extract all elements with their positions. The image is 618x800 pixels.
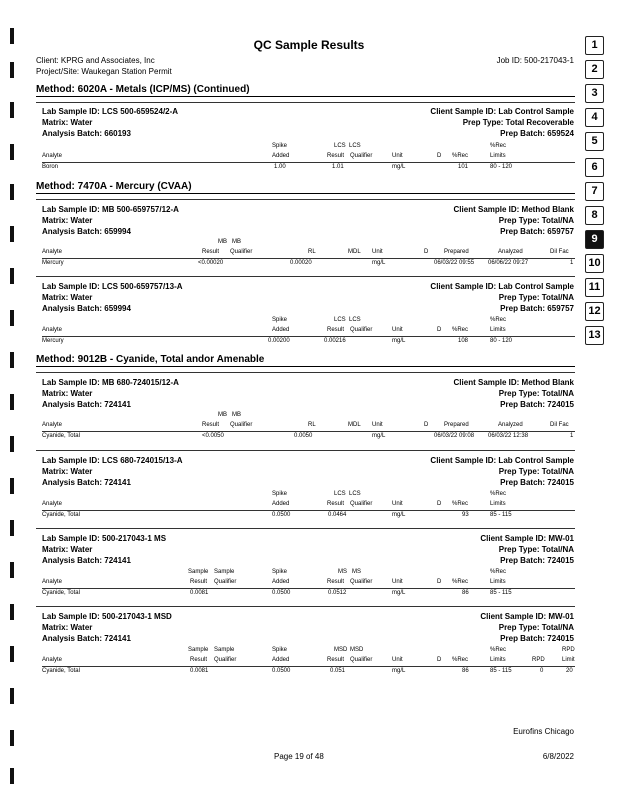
col-head: Added: [272, 579, 290, 585]
col-head: Analyzed: [498, 249, 523, 255]
col-head: Analyte: [42, 422, 63, 428]
col-head: %Rec: [452, 327, 469, 333]
value: 85 - 115: [490, 590, 512, 596]
qc-block-lcs-boron: [36, 102, 575, 175]
lab-sample-id: Lab Sample ID: MB 500-659757/12-A: [42, 205, 179, 214]
col-head: Analyzed: [498, 422, 523, 428]
client-sample-id: Client Sample ID: Lab Control Sample: [430, 107, 574, 116]
tab-11[interactable]: 11: [585, 278, 604, 297]
col-head: Dil Fac: [550, 422, 569, 428]
prep-batch: Prep Batch: 724015: [500, 400, 574, 409]
col-head: %Rec: [452, 153, 469, 159]
tab-12[interactable]: 12: [585, 302, 604, 321]
prep-batch: Prep Batch: 659524: [500, 129, 574, 138]
value: 0.0050: [294, 433, 313, 439]
matrix: Matrix: Water: [42, 216, 93, 225]
analysis-batch: Analysis Batch: 659994: [42, 304, 131, 313]
col-head: LCS: [334, 317, 346, 323]
tab-13[interactable]: 13: [585, 326, 604, 345]
qc-block-ms-cyanide: [36, 528, 575, 601]
col-head: MSD: [350, 647, 364, 653]
prep-type: Prep Type: Total/NA: [498, 216, 574, 225]
value: 0.00020: [290, 260, 312, 266]
analyte: Cyanide, Total: [42, 512, 80, 518]
qc-block-lcs-mercury: [36, 276, 575, 349]
client-sample-id: Client Sample ID: Lab Control Sample: [430, 456, 574, 465]
col-head: %Rec: [490, 143, 507, 149]
tab-2[interactable]: 2: [585, 60, 604, 79]
lab-sample-id: Lab Sample ID: 500-217043-1 MSD: [42, 612, 172, 621]
col-head: MS: [338, 569, 347, 575]
matrix: Matrix: Water: [42, 467, 93, 476]
col-head: D: [437, 153, 442, 159]
value: 108: [458, 338, 469, 344]
col-head: Added: [272, 327, 290, 333]
table-row: [42, 510, 575, 518]
col-head: Result: [327, 657, 345, 663]
col-head: Unit: [392, 501, 403, 507]
col-head: D: [437, 657, 442, 663]
col-head: Analyte: [42, 153, 63, 159]
job-id: Job ID: 500-217043-1: [496, 56, 574, 65]
report-date: 6/8/2022: [542, 752, 574, 761]
col-head: Limits: [490, 657, 506, 663]
col-head: %Rec: [452, 501, 469, 507]
col-head: %Rec: [452, 579, 469, 585]
col-head: Sample: [188, 647, 209, 653]
analysis-batch: Analysis Batch: 659994: [42, 227, 131, 236]
value: <0.00020: [198, 260, 224, 266]
client-sample-id: Client Sample ID: MW-01: [480, 612, 574, 621]
col-head: Result: [327, 327, 345, 333]
value: 06/03/22 12:38: [488, 433, 529, 439]
client-name: Client: KPRG and Associates, Inc: [36, 56, 155, 65]
prep-type: Prep Type: Total/NA: [498, 389, 574, 398]
lab-sample-id: Lab Sample ID: MB 680-724015/12-A: [42, 378, 179, 387]
col-head: Qualifier: [230, 249, 253, 255]
col-head: MB: [218, 412, 227, 418]
col-head: Limits: [490, 501, 506, 507]
analysis-batch: Analysis Batch: 724141: [42, 634, 131, 643]
tab-8[interactable]: 8: [585, 206, 604, 225]
col-head: D: [437, 579, 442, 585]
value: 0.0500: [272, 668, 291, 674]
col-head: MB: [232, 239, 241, 245]
col-head: Result: [202, 249, 220, 255]
tab-7[interactable]: 7: [585, 182, 604, 201]
col-head: %Rec: [452, 657, 469, 663]
col-head: RPD: [562, 647, 575, 653]
client-sample-id: Client Sample ID: MW-01: [480, 534, 574, 543]
col-head: %Rec: [490, 491, 507, 497]
col-head: MDL: [348, 249, 361, 255]
analyte: Cyanide, Total: [42, 590, 80, 596]
value: 06/06/22 09:27: [488, 260, 529, 266]
col-head: LCS: [334, 143, 346, 149]
lab-name: Eurofins Chicago: [513, 727, 574, 736]
method-heading: Method: 9012B - Cyanide, Total andor Amenable: [36, 354, 575, 367]
col-head: D: [424, 422, 429, 428]
col-head: RL: [308, 422, 316, 428]
col-head: Sample: [214, 647, 235, 653]
col-head: Qualifier: [350, 579, 373, 585]
col-head: Qualifier: [350, 327, 373, 333]
value: 1: [570, 260, 574, 266]
tab-3[interactable]: 3: [585, 84, 604, 103]
analyte: Cyanide, Total: [42, 668, 80, 674]
value: mg/L: [372, 433, 386, 439]
col-head: Spike: [272, 569, 288, 575]
value: mg/L: [392, 668, 406, 674]
col-head: Qualifier: [214, 657, 237, 663]
page-number: Page 19 of 48: [274, 752, 324, 761]
value: mg/L: [372, 260, 386, 266]
prep-batch: Prep Batch: 659757: [500, 227, 574, 236]
value: 0.00216: [324, 338, 346, 344]
col-head: Added: [272, 657, 290, 663]
col-head: MB: [232, 412, 241, 418]
method-heading: Method: 7470A - Mercury (CVAA): [36, 181, 575, 194]
method-heading: Method: 6020A - Metals (ICP/MS) (Continued): [36, 84, 575, 97]
col-head: Qualifier: [214, 579, 237, 585]
value: 0.00200: [268, 338, 290, 344]
col-head: Result: [190, 657, 208, 663]
col-head: Unit: [392, 327, 403, 333]
col-head: %Rec: [490, 647, 507, 653]
analyte: Mercury: [42, 260, 64, 266]
value: <0.0050: [202, 433, 224, 439]
col-head: MS: [352, 569, 361, 575]
page-title: QC Sample Results: [253, 38, 365, 52]
col-head: RL: [308, 249, 316, 255]
col-head: MB: [218, 239, 227, 245]
value: 80 - 120: [490, 164, 513, 170]
value: 86: [462, 668, 469, 674]
col-head: MSD: [334, 647, 348, 653]
client-sample-id: Client Sample ID: Method Blank: [453, 378, 574, 387]
value: 85 - 115: [490, 512, 512, 518]
col-head: Qualifier: [350, 501, 373, 507]
prep-batch: Prep Batch: 659757: [500, 304, 574, 313]
col-head: Prepared: [444, 249, 469, 255]
qc-block-msd-cyanide: [36, 606, 575, 679]
qc-block-mb-mercury: [36, 199, 575, 272]
col-head: Result: [190, 579, 208, 585]
prep-batch: Prep Batch: 724015: [500, 556, 574, 565]
table-row: [42, 666, 575, 674]
col-head: Result: [327, 501, 345, 507]
col-head: Analyte: [42, 657, 63, 663]
value: 06/03/22 09:08: [434, 433, 475, 439]
prep-type: Prep Type: Total Recoverable: [462, 118, 574, 127]
col-head: Result: [327, 579, 345, 585]
col-head: LCS: [349, 317, 361, 323]
value: 0.0500: [272, 512, 291, 518]
tab-4[interactable]: 4: [585, 108, 604, 127]
col-head: LCS: [349, 143, 361, 149]
value: mg/L: [392, 512, 406, 518]
col-head: Spike: [272, 317, 288, 323]
col-head: Limits: [490, 153, 506, 159]
client-sample-id: Client Sample ID: Method Blank: [453, 205, 574, 214]
value: 20: [566, 668, 573, 674]
tab-5[interactable]: 5: [585, 132, 604, 151]
col-head: Spike: [272, 647, 288, 653]
lab-sample-id: Lab Sample ID: LCS 680-724015/13-A: [42, 456, 183, 465]
analysis-batch: Analysis Batch: 724141: [42, 400, 131, 409]
value: mg/L: [392, 164, 406, 170]
col-head: Sample: [214, 569, 235, 575]
col-head: Qualifier: [350, 657, 373, 663]
value: 0.051: [330, 668, 346, 674]
col-head: Added: [272, 153, 290, 159]
table-row: [42, 162, 575, 170]
col-head: Unit: [392, 579, 403, 585]
prep-type: Prep Type: Total/NA: [498, 467, 574, 476]
value: 1.00: [274, 164, 286, 170]
col-head: Sample: [188, 569, 209, 575]
tab-1[interactable]: 1: [585, 36, 604, 55]
col-head: Unit: [392, 657, 403, 663]
table-row: [42, 336, 575, 344]
matrix: Matrix: Water: [42, 545, 93, 554]
lab-sample-id: Lab Sample ID: LCS 500-659524/2-A: [42, 107, 179, 116]
col-head: Spike: [272, 491, 288, 497]
table-row: [42, 258, 575, 266]
prep-type: Prep Type: Total/NA: [498, 545, 574, 554]
analysis-batch: Analysis Batch: 660193: [42, 129, 131, 138]
analysis-batch: Analysis Batch: 724141: [42, 556, 131, 565]
value: mg/L: [392, 590, 406, 596]
value: 86: [462, 590, 469, 596]
value: 85 - 115: [490, 668, 512, 674]
analyte: Mercury: [42, 338, 64, 344]
value: 0.0081: [190, 668, 209, 674]
client-sample-id: Client Sample ID: Lab Control Sample: [430, 282, 574, 291]
analyte: Boron: [42, 164, 59, 170]
col-head: Result: [202, 422, 220, 428]
col-head: Unit: [392, 153, 403, 159]
col-head: Spike: [272, 143, 288, 149]
col-head: %Rec: [490, 569, 507, 575]
binding-edge-marks: [10, 28, 16, 788]
prep-batch: Prep Batch: 724015: [500, 634, 574, 643]
value: 80 - 120: [490, 338, 513, 344]
col-head: Prepared: [444, 422, 469, 428]
value: 06/03/22 09:55: [434, 260, 475, 266]
matrix: Matrix: Water: [42, 118, 93, 127]
col-head: Unit: [372, 249, 383, 255]
value: 0.0512: [328, 590, 347, 596]
value: 1.01: [332, 164, 344, 170]
col-head: %Rec: [490, 317, 507, 323]
value: mg/L: [392, 338, 406, 344]
value: 0.0464: [328, 512, 347, 518]
col-head: Limits: [490, 579, 506, 585]
value: 101: [458, 164, 469, 170]
col-head: MDL: [348, 422, 361, 428]
col-head: Qualifier: [230, 422, 253, 428]
matrix: Matrix: Water: [42, 293, 93, 302]
tab-10[interactable]: 10: [585, 254, 604, 273]
value: 0.0081: [190, 590, 209, 596]
col-head: D: [424, 249, 429, 255]
col-head: Qualifier: [350, 153, 373, 159]
analysis-batch: Analysis Batch: 724141: [42, 478, 131, 487]
col-head: Analyte: [42, 579, 63, 585]
tab-9[interactable]: 9: [585, 230, 604, 249]
col-head: Limit: [562, 657, 575, 663]
value: 93: [462, 512, 469, 518]
col-head: RPD: [532, 657, 545, 663]
table-row: [42, 431, 575, 439]
col-head: LCS: [334, 491, 346, 497]
qc-block-mb-cyanide: [36, 372, 575, 445]
col-head: Analyte: [42, 327, 63, 333]
lab-sample-id: Lab Sample ID: 500-217043-1 MS: [42, 534, 167, 543]
tab-6[interactable]: 6: [585, 158, 604, 177]
value: 0.0500: [272, 590, 291, 596]
lab-sample-id: Lab Sample ID: LCS 500-659757/13-A: [42, 282, 183, 291]
value: 1: [570, 433, 574, 439]
value: 0: [540, 668, 544, 674]
prep-type: Prep Type: Total/NA: [498, 293, 574, 302]
matrix: Matrix: Water: [42, 389, 93, 398]
col-head: Dil Fac: [550, 249, 569, 255]
col-head: Added: [272, 501, 290, 507]
table-row: [42, 588, 575, 596]
col-head: D: [437, 327, 442, 333]
prep-type: Prep Type: Total/NA: [498, 623, 574, 632]
col-head: Unit: [372, 422, 383, 428]
col-head: Analyte: [42, 249, 63, 255]
prep-batch: Prep Batch: 724015: [500, 478, 574, 487]
col-head: Analyte: [42, 501, 63, 507]
matrix: Matrix: Water: [42, 623, 93, 632]
col-head: Result: [327, 153, 345, 159]
qc-block-lcs-cyanide: [36, 450, 575, 523]
col-head: LCS: [349, 491, 361, 497]
col-head: D: [437, 501, 442, 507]
col-head: Limits: [490, 327, 506, 333]
analyte: Cyanide, Total: [42, 433, 80, 439]
project-site: Project/Site: Waukegan Station Permit: [36, 67, 172, 76]
